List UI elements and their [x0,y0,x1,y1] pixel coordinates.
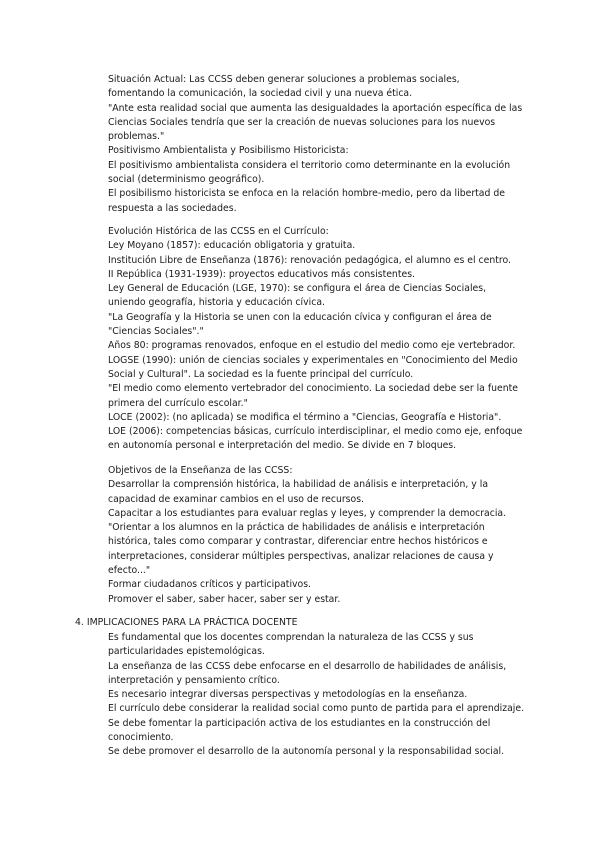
section-heading-evolucion: Evolución Histórica de las CCSS en el Currículo: [108,226,329,237]
text-line: "La Geografía y la Historia se unen con la educación cívica y configuran el área de [108,311,492,323]
text-line: respuesta a las sociedades. [108,202,237,214]
text-line: Es fundamental que los docentes comprendan la naturaleza de las CCSS y sus [108,632,474,643]
text-line: interpretaciones, considerar múltiples perspectivas, analizar relaciones de causa y [108,550,494,562]
text-line: II República (1931-1939): proyectos educativos más consistentes. [108,268,415,280]
text-line: primera del currículo escolar." [108,397,248,409]
text-line: en autonomía personal e interpretación del medio. Se divide en 7 bloques. [108,440,457,452]
text-line: histórica, tales como comparar y contrastar, diferenciar entre hechos históricos e [108,536,488,548]
text-line: Se debe fomentar la participación activa de los estudiantes en la construcción del [108,717,491,729]
text-line: interpretación y pensamiento crítico. [108,674,280,686]
text-line: particularidades epistemológicas. [108,646,265,658]
text-line: Es necesario integrar diversas perspectivas y metodologías en la enseñanza. [108,689,468,701]
evolucion-section [108,225,528,454]
text-line: Se debe promover el desarrollo de la autonomía personal y la responsabilidad social. [108,746,505,758]
text-line: El currículo debe considerar la realidad social como punto de partida para el aprendizaje. [108,703,525,715]
text-line: LOGSE (1990): unión de ciencias sociales y experimentales en "Conocimiento del Medio [108,354,518,366]
implicaciones-section [108,631,528,760]
text-line: "Ante esta realidad social que aumenta las desigualdades la aportación específica de las [108,102,523,114]
text-line: Ciencias Sociales tendría que ser la creación de nuevas soluciones para los nuevos [108,116,496,128]
text-line: Promover el saber, saber hacer, saber ser y estar. [108,593,341,605]
text-line: conocimiento. [108,732,174,744]
text-line: LOCE (2002): (no aplicada) se modifica el término a "Ciencias, Geografía e Historia". [108,411,502,423]
text-line: La enseñanza de las CCSS debe enfocarse en el desarrollo de habilidades de análisis, [108,660,507,672]
text-line: Capacitar a los estudiantes para evaluar reglas y leyes, y comprender la democracia. [108,507,507,519]
text-line: El posibilismo historicista se enfoca en la relación hombre-medio, pero da libertad de [108,188,505,200]
text-line: Situación Actual: Las CCSS deben generar soluciones a problemas sociales, [108,74,460,85]
text-line: fomentando la comunicación, la sociedad civil y una nueva ética. [108,88,413,100]
text-line: efecto..." [108,565,151,577]
text-line: "Ciencias Sociales"." [108,326,204,338]
situacion-section [108,73,528,216]
text-line: "El medio como elemento vertebrador del conocimiento. La sociedad debe ser la fuente [108,383,518,395]
section-4-heading: 4. IMPLICACIONES PARA LA PRÁCTICA DOCENTE [75,617,298,628]
text-line: social (determinismo geográfico). [108,174,265,186]
text-line: El positivismo ambientalista considera el territorio como determinante en la evolución [108,159,511,171]
text-line: uniendo geografía, historia y educación cívica. [108,297,325,309]
text-line: Social y Cultural". La sociedad es la fuente principal del currículo. [108,368,414,380]
subheading-positivismo: Positivismo Ambientalista y Posibilismo Historicista: [108,145,349,157]
text-line: capacidad de examinar cambios en el uso de recursos. [108,493,365,505]
text-line: "Orientar a los alumnos en la práctica de habilidades de análisis e interpretación [108,522,485,534]
text-line: Formar ciudadanos críticos y participativos. [108,579,312,591]
text-line: Institución Libre de Enseñanza (1876): renovación pedagógica, el alumno es el centro. [108,254,511,266]
objetivos-section [108,464,528,607]
text-line: Años 80: programas renovados, enfoque en el estudio del medio como eje vertebrador. [108,340,516,352]
section-heading-objetivos: Objetivos de la Enseñanza de las CCSS: [108,465,293,476]
text-line: problemas." [108,131,165,143]
text-line: LOE (2006): competencias básicas, currículo interdisciplinar, el medio como eje, enfoque [108,426,523,438]
text-line: Desarrollar la comprensión histórica, la habilidad de análisis e interpretación, y la [108,479,489,491]
text-line: Ley Moyano (1857): educación obligatoria y gratuita. [108,240,356,252]
text-line: Ley General de Educación (LGE, 1970): se configura el área de Ciencias Sociales, [108,283,487,295]
